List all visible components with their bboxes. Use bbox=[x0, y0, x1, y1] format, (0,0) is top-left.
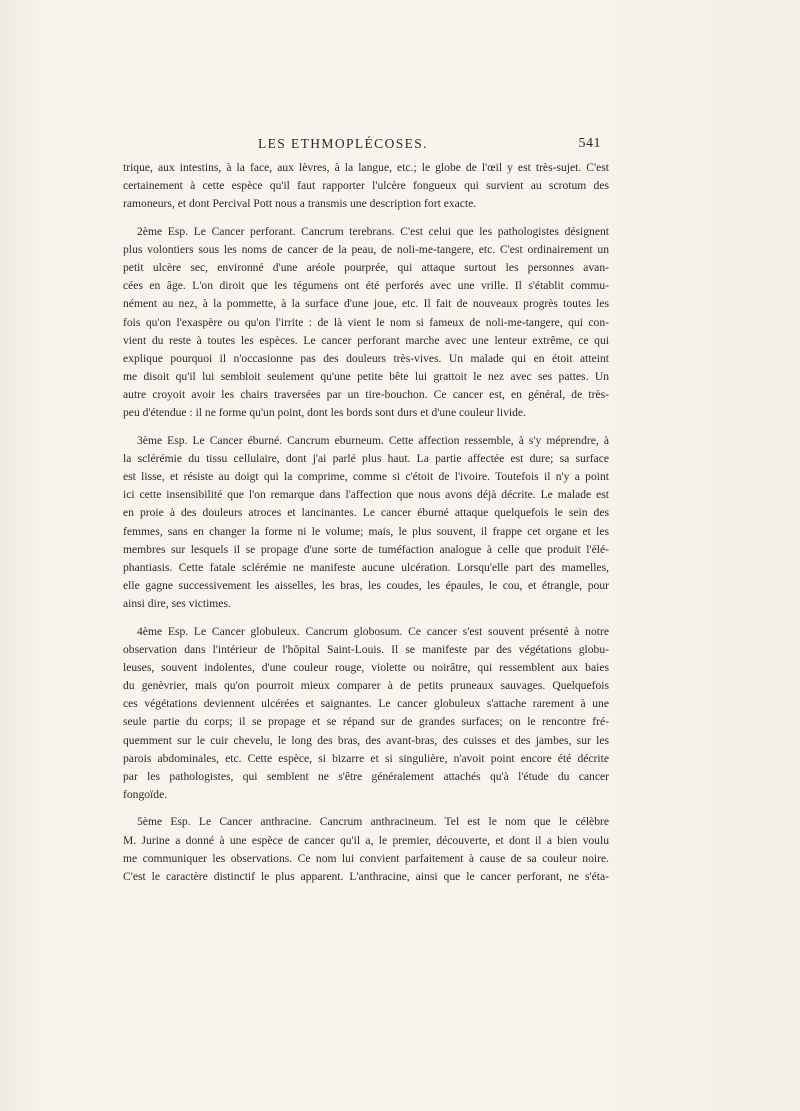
paragraph-cancer-perforant bbox=[123, 223, 609, 423]
text-line: elle gagne successivement les aisselles, les bras, les coudes, les épaules, le cou, et étrangle, pour bbox=[123, 579, 609, 593]
text-line: 2ème Esp. Le Cancer perforant. Cancrum terebrans. C'est celui que les pathologistes désignent bbox=[137, 224, 609, 238]
text-line: leuses, souvent indolentes, d'une couleur rouge, violette ou noirâtre, qui ressemblent aux baies bbox=[123, 660, 609, 674]
page-header bbox=[258, 136, 601, 154]
text-line: 3ème Esp. Le Cancer éburné. Cancrum eburneum. Cette affection ressemble, à s'y méprendre, à bbox=[137, 433, 609, 447]
text-line: autre croyoit avoir les chairs traversées par un tire-bouchon. Ce cancer est, en général, de très- bbox=[123, 388, 609, 402]
text-line: 5ème Esp. Le Cancer anthracine. Cancrum anthracineum. Tel est le nom que le célèbre bbox=[137, 815, 609, 829]
text-line: petit ulcère sec, environné d'une aréole pourprée, qui attaque surtout les personnes avan- bbox=[123, 260, 609, 274]
text-line: fois qu'on l'exaspère ou qu'on l'irrite : de là vient le nom si fameux de noli-me-tangere, qui con- bbox=[123, 315, 609, 329]
text-line: nément au nez, à la pommette, à la surface d'une joue, etc. Il fait de nouveaux progrès toutes les bbox=[123, 297, 609, 311]
text-line: ici cette insensibilité que l'on remarque dans l'affection que nous avons déjà décrite. Le malade est bbox=[123, 488, 609, 502]
text-line: en proie à des douleurs atroces et lancinantes. Le cancer éburné attaque quelquefois le sein des bbox=[123, 506, 609, 520]
text-line: ramoneurs, et dont Percival Pott nous a transmis une description fort exacte. bbox=[123, 197, 477, 211]
text-line: me disoit qu'il lui sembloit seulement qu'une petite bête lui grattoit le nez avec ses pattes. Un bbox=[123, 370, 609, 384]
text-line: cées en âge. L'on diroit que les tégumens ont été perforés avec une vrille. Il s'établit commu- bbox=[123, 279, 609, 293]
paragraph-cancer-globuleux bbox=[123, 623, 609, 805]
text-line: quemment sur le cuir chevelu, le long des bras, des avant-bras, des cuisses et des jambes, sur les bbox=[123, 733, 609, 747]
text-line: fongoïde. bbox=[123, 788, 168, 802]
text-line: trique, aux intestins, à la face, aux lèvres, à la langue, etc.; le globe de l'œil y est très-sujet. C'est bbox=[123, 161, 609, 174]
text-line: M. Jurine a donné à une espèce de cancer qu'il a, le premier, découverte, et dont il a bien voulu bbox=[123, 833, 609, 847]
running-title: LES ETHMOPLÉCOSES. bbox=[258, 136, 428, 151]
text-line: la sclérémie du tissu cellulaire, dont j'ai parlé plus haut. La partie affectée est dure; sa surface bbox=[123, 451, 609, 465]
text-line: explique pourquoi il n'occasionne pas des douleurs très-vives. Un malade qui en étoit atteint bbox=[123, 351, 609, 365]
text-line: femmes, sans en changer la forme ni le volume; mais, le plus souvent, il frappe cet organe et les bbox=[123, 524, 609, 538]
text-line: observation dans l'intérieur de l'hôpital Saint-Louis. Il se manifeste par des végétations globu- bbox=[123, 642, 609, 656]
text-line: certainement à cette espèce qu'il faut rapporter l'ulcère fongueux qui survient au scrotum des bbox=[123, 179, 609, 193]
text-line: ces végétations deviennent ulcérées et saignantes. Le cancer globuleux s'attache rarement à une bbox=[123, 697, 609, 711]
text-line: par les pathologistes, qui semblent ne s'être généralement attachés qu'à l'étude du cancer bbox=[123, 770, 609, 783]
text-line: C'est le caractère distinctif le plus apparent. L'anthracine, ainsi que le cancer perforant, ne s'éta- bbox=[123, 869, 609, 883]
text-line: est lisse, et résiste au doigt qui la comprime, comme si c'étoit de l'ivoire. Toutefois il n'y a point bbox=[123, 470, 609, 483]
text-line: peu d'étendue : il ne forme qu'un point, dont les bords sont durs et d'une couleur livide. bbox=[123, 406, 526, 420]
text-line: plus volontiers sous les noms de cancer de la peau, de noli-me-tangere, etc. C'est ordinairement un bbox=[123, 242, 609, 256]
paragraph-cancer-anthracine bbox=[123, 813, 609, 886]
text-line: parois abdominales, etc. Cette espèce, si bizarre et si singulière, n'avoit point encore été décrite bbox=[123, 751, 609, 765]
text-line: du genèvrier, mais qu'on pourroit mieux comparer à de petits pruneaux sauvages. Quelquefois bbox=[123, 679, 609, 693]
text-line: ainsi dire, ses victimes. bbox=[123, 597, 231, 611]
text-line: 4ème Esp. Le Cancer globuleux. Cancrum globosum. Ce cancer s'est souvent présenté à notre bbox=[137, 624, 609, 638]
text-line: seule partie du corps; il se propage et se répand sur de grandes surfaces; on le rencontre fré- bbox=[123, 715, 609, 729]
body-text bbox=[123, 159, 609, 886]
paragraph-continuation bbox=[123, 159, 609, 214]
text-line: vient du reste à toutes les espèces. Le cancer perforant marche avec une lenteur extrême, ce qui bbox=[123, 333, 609, 347]
paragraph-cancer-eburne bbox=[123, 432, 609, 614]
text-line: membres sur lesquels il se propage d'une sorte de tuméfaction analogue à celle que produit l'élé- bbox=[123, 542, 609, 556]
text-line: phantiasis. Cette fatale sclérémie ne manifeste aucune ulcération. Lorsqu'elle part des mamelles, bbox=[123, 560, 609, 574]
page-number: 541 bbox=[578, 136, 601, 151]
text-line: me communiquer les observations. Ce nom lui convient parfaitement à cause de sa couleur noire. bbox=[123, 851, 609, 865]
